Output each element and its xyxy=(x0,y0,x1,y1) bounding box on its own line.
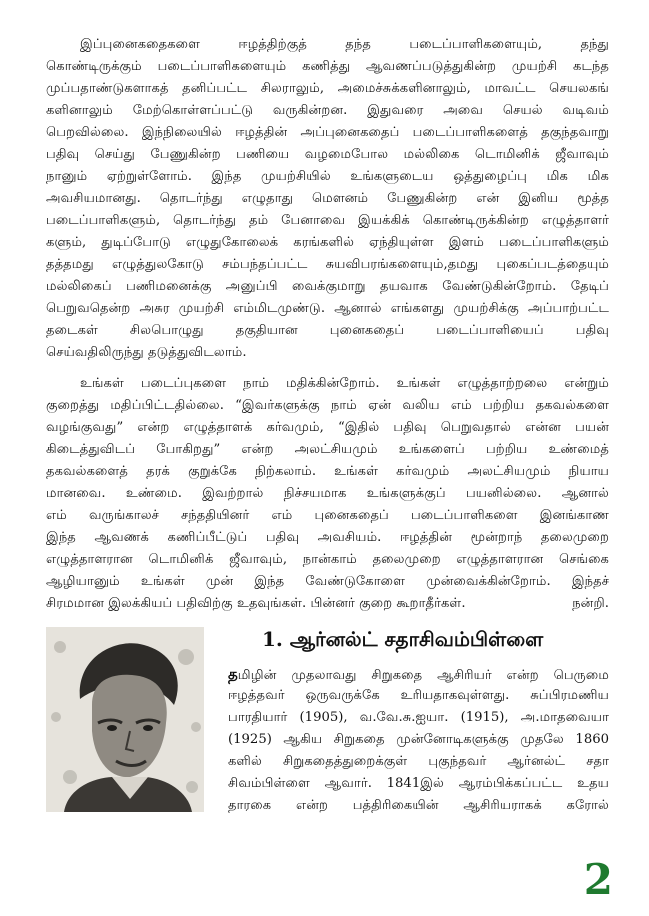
author-portrait xyxy=(46,627,204,812)
text-line: தத்தமது எழுத்துலகோடு சம்பந்தப்பட்ட சுயவிபரங்களையும்,தமது புகைப்படத்தையும் xyxy=(46,257,609,272)
text-line: ஆழியானும் உங்கள் முன் இந்த வேண்டுகோளை முன்வைக்கின்றோம். இந்தச் xyxy=(46,574,609,589)
text-line: இப்புனைகதைகளை ஈழத்திற்குத் தந்த படைப்பாளிகளையும், தந்து xyxy=(80,37,609,52)
text-line: முப்பதாண்டுகளாகத் தனிப்பட்ட சிலராலும், அமைச்சுக்களினாலும், மாவட்ட செயலகங் xyxy=(46,81,609,96)
text-line: தடைகள் சிலபொழுது தகுதியான புனைகதைப் படைப்பாளியைப் பதிவு xyxy=(46,323,609,338)
text-line: வழங்குவது” என்ற எழுத்தாளக் கர்வமும், “இதில் பதிவு பெறுவதால் என்ன பயன் xyxy=(46,420,609,435)
text-line: படைப்பாளிகளும், தொடர்ந்து தம் பேனாவை இயக்கிக் கொண்டிருக்கின்ற எழுத்தாளர் xyxy=(46,213,609,228)
text-line xyxy=(228,663,609,685)
text-line: (1925) ஆகிய சிறுகதை முன்னோடிகளுக்கு முதலே 1860 xyxy=(228,732,609,747)
text-line: களினாலும் மேற்கொள்ளப்பட்டு வருகின்றன. இதுவரை அவை செயல் வடிவம் xyxy=(46,103,609,118)
text-line: குறைத்து மதிப்பிட்டதில்லை. “இவர்களுக்கு நாம் ஏன் வலிய எம் பற்றிய தகவல்களை xyxy=(46,398,609,413)
text-line: பதிவு செய்து பேணுகின்ற பணியை வழமைபோல மல்லிகை டொமினிக் ஜீவாவும் xyxy=(46,147,609,162)
text-line: பெறவில்லை. இந்நிலையில் ஈழத்தின் அப்புனைகதைப் படைப்பாளிகளைத் தகுந்தவாறு xyxy=(46,125,609,140)
author-portrait-drawing xyxy=(46,627,204,812)
text-line: எம் வருங்காலச் சந்ததியினர் எம் புனைகதைப் படைப்பாளிகளை இனங்காண xyxy=(46,508,609,523)
text-line: பெறுவதென்ற அசுர முயற்சி எம்மிடமுண்டு. ஆனால் எங்களது முயற்சிக்கு அப்பாற்பட்ட xyxy=(46,301,609,316)
section-heading xyxy=(262,622,543,656)
closing-thanks: நன்றி. xyxy=(572,596,609,611)
text-line: உங்கள் படைப்புகளை நாம் மதிக்கின்றோம். உங்கள் எழுத்தாற்றலை என்றும் xyxy=(80,376,609,391)
text-line: எழுத்தாளரான டொமினிக் ஜீவாவும், நான்காம் தலைமுறை எழுத்தாளரான செங்கை xyxy=(46,552,609,567)
text-run: மிழின் முதலாவது சிறுகதை ஆசிரியர் என்ற பெருமை xyxy=(237,668,609,683)
text-line: தகவல்களைத் தரக் குறுக்கே நிற்கலாம். உங்கள் கர்வமும் அலட்சியமும் நியாய xyxy=(46,464,609,479)
text-line: சிவம்பிள்ளை ஆவார். 1841இல் ஆரம்பிக்கப்பட்ட உதய xyxy=(228,776,609,791)
text-line: கிடைத்துவிடப் போகிறது” என்ற அலட்சியமும் உங்களைப் பற்றிய உண்மைத் xyxy=(46,442,609,457)
text-line: செய்வதிலிருந்து தடுத்துவிடலாம். xyxy=(46,345,247,360)
text-line: சிரமமான இலக்கியப் பதிவிற்கு உதவுங்கள். பின்னர் குறை கூறாதீர்கள். xyxy=(46,596,466,611)
section-title: ஆர்னல்ட் சதாசிவம்பிள்ளை xyxy=(289,627,544,651)
text-line: மல்லிகைப் பணிமனைக்கு அனுப்பி வைக்குமாறு தயவாக வேண்டுகின்றோம். தேடிப் xyxy=(46,279,609,294)
text-line: களில் சிறுகதைத்துறைக்குள் புகுந்தவர் ஆர்னல்ட் சதா xyxy=(228,754,609,769)
text-line: களும், துடிப்போடு எழுதுகோலைக் கரங்களில் ஏந்தியுள்ள இளம் படைப்பாளிகளும் xyxy=(46,235,609,250)
section-number: 1. xyxy=(262,627,283,651)
drop-cap: த xyxy=(228,665,238,683)
text-line: இந்த ஆவணக் கணிப்பீட்டுப் பதிவு அவசியம். ஈழத்தின் மூன்றாந் தலைமுறை xyxy=(46,530,609,545)
text-line: மானவை. உண்மை. இவற்றால் நிச்சயமாக உங்களுக்குப் பயனில்லை. ஆனால் xyxy=(46,486,609,501)
text-line: பாரதியார் (1905), வ.வே.சு.ஐயா. (1915), அ.மாதவையா xyxy=(228,710,609,725)
text-line: கொண்டிருக்கும் படைப்பாளிகளையும் கணித்து ஆவணப்படுத்துகின்ற முயற்சி கடந்த xyxy=(46,59,609,74)
text-line: அவசியமானது. தொடர்ந்து எழுதாது மௌனம் பேணுகின்ற என் இனிய மூத்த xyxy=(46,191,609,206)
text-line: நானும் ஏற்றுள்ளோம். இந்த முயற்சியில் உங்களுடைய ஒத்துழைப்பு மிக மிக xyxy=(46,169,609,184)
page-number: 2 xyxy=(583,855,613,904)
text-line: ஈழத்தவர் ஒருவருக்கே உரியதாகவுள்ளது. சுப்பிரமணிய xyxy=(228,688,609,703)
text-line: தாரகை என்ற பத்திரிகையின் ஆசிரியராகக் கரோல் xyxy=(228,798,609,813)
